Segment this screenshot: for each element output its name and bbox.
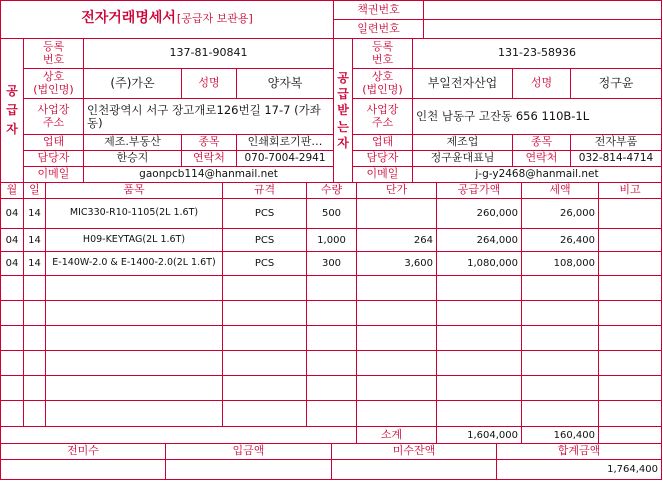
header-supply-amount: 공급가액: [457, 183, 501, 197]
label-line: 등록: [371, 40, 394, 54]
receiver-email-label: 이메일: [366, 167, 399, 181]
footer-deposit-label: 입금액: [232, 444, 265, 458]
label-line: 주소: [371, 115, 394, 129]
cell-tax: 108,000: [553, 258, 595, 269]
cell-supply-amount: 264,000: [476, 234, 518, 246]
label-line: (법인명): [362, 82, 403, 96]
cell-note: [599, 252, 661, 275]
cell-item: H09-KEYTAG(2L 1.6T): [82, 233, 186, 245]
receiver-tel-label: 연락처: [525, 151, 558, 165]
receiver-item: 전자부품: [594, 135, 638, 149]
supplier-address: 인천광역시 서구 장고개로126번길 17-7 (가좌동): [87, 102, 321, 130]
cell-spec: PCS: [254, 258, 275, 269]
cell-qty: 500: [321, 208, 342, 219]
book-no-label: 책권번호: [357, 2, 400, 16]
receiver-rep: 정구윤: [598, 75, 634, 90]
receiver-side-char: 공: [337, 71, 349, 86]
supplier-side-char: 공: [6, 83, 18, 98]
cell-supply-amount: 1,080,000: [467, 258, 518, 269]
label-line: 상호: [42, 70, 65, 84]
receiver-side-char: 받: [337, 103, 349, 118]
supplier-biz: 제조.부동산: [104, 135, 161, 149]
receiver-name-label: [353, 69, 412, 98]
footer-balance-label: 미수잔액: [392, 444, 436, 458]
receiver-tel: 032-814-4714: [578, 151, 654, 164]
cell-day: 14: [28, 234, 41, 246]
cell-month: 04: [5, 234, 19, 246]
serial-value: [424, 20, 661, 38]
footer-deposit: [166, 460, 331, 479]
receiver-biz-label: 업태: [371, 135, 394, 149]
cell-month: 04: [5, 208, 19, 219]
subtotal-label: 소계: [380, 427, 403, 441]
cell-unit-price: 3,600: [404, 258, 433, 269]
label-line: 번호: [42, 52, 65, 66]
cell-spec: PCS: [254, 234, 275, 246]
supplier-side-label: [1, 39, 23, 182]
supplier-name: (주)가온: [110, 75, 155, 90]
footer-balance: [332, 460, 496, 479]
receiver-rep-label: 성명: [530, 76, 553, 90]
receiver-item-label: 종목: [530, 135, 553, 149]
receiver-reg-no: 131-23-58936: [498, 46, 576, 60]
header-spec: 규격: [253, 183, 276, 197]
subtotal-tax: 160,400: [553, 429, 595, 441]
receiver-person: 정구윤대표님: [430, 151, 495, 165]
receiver-name: 부일전자산업: [427, 75, 498, 90]
title-main: 전자거래명세서: [81, 10, 176, 27]
receiver-reg-label: [353, 39, 412, 68]
label-line: 상호: [371, 70, 394, 84]
supplier-email-label: 이메일: [37, 167, 70, 181]
label-line: 주소: [42, 115, 65, 129]
cell-day: 14: [28, 258, 41, 269]
cell-tax: 26,400: [560, 234, 595, 246]
header-month: 월: [6, 183, 18, 197]
label-line: (법인명): [33, 82, 74, 96]
supplier-side-char: 자: [6, 122, 18, 137]
cell-month: 04: [5, 258, 19, 269]
cell-unit-price: [357, 199, 436, 228]
cell-note: [599, 229, 661, 251]
receiver-side-char: 는: [337, 119, 349, 134]
cell-supply-amount: 260,000: [476, 208, 518, 219]
header-tax: 세액: [549, 183, 571, 197]
header-item: 품목: [123, 183, 145, 197]
receiver-side-char: 자: [337, 135, 349, 150]
supplier-person: 한승지: [116, 151, 149, 165]
header-unit-price: 단가: [385, 183, 408, 197]
supplier-addr-label: [24, 99, 83, 134]
cell-qty: 300: [321, 258, 342, 269]
cell-item: MIC330-R10-1105(2L 1.6T): [69, 207, 199, 219]
receiver-address: 인천 남동구 고잔동 656 110B-1L: [416, 109, 590, 124]
serial-label: 일련번호: [357, 21, 400, 35]
header-note: 비고: [619, 183, 641, 197]
supplier-tel: 070-7004-2941: [244, 151, 326, 164]
label-line: 번호: [371, 52, 394, 66]
supplier-name-label: [24, 69, 83, 98]
title-sub: [공급자 보관용]: [176, 11, 253, 25]
supplier-side-char: 급: [6, 102, 18, 117]
cell-tax: 26,000: [560, 208, 595, 219]
cell-item: E-140W-2.0 & E-1400-2.0(2L 1.6T): [52, 257, 216, 269]
receiver-person-label: 담당자: [366, 151, 399, 165]
cell-day: 14: [28, 208, 41, 219]
footer-total: 1,764,400: [607, 464, 658, 475]
book-no-value: [424, 1, 661, 19]
footer-prev-balance: [1, 460, 165, 479]
receiver-addr-label: [353, 99, 412, 134]
footer-total-label: 합계금액: [557, 444, 601, 458]
label-line: 사업장: [366, 103, 399, 117]
document-title: [2, 2, 332, 36]
label-line: 사업장: [37, 103, 70, 117]
subtotal-supply: 1,604,000: [467, 429, 518, 441]
cell-spec: PCS: [254, 208, 275, 219]
label-line: 등록: [42, 40, 65, 54]
header-qty: 수량: [320, 183, 343, 197]
footer-prev-balance-label: 전미수: [67, 444, 99, 458]
receiver-side-label: [334, 39, 352, 182]
cell-qty: 1,000: [317, 234, 346, 246]
supplier-reg-label: [24, 39, 83, 68]
supplier-biz-label: 업태: [42, 135, 65, 149]
cell-note: [599, 199, 661, 228]
receiver-email: j-g-y2468@hanmail.net: [475, 167, 599, 180]
supplier-item: 인쇄회로기판…: [247, 135, 323, 149]
receiver-biz: 제조업: [446, 135, 479, 149]
cell-unit-price: 264: [413, 234, 433, 246]
supplier-item-label: 종목: [198, 135, 220, 149]
supplier-tel-label: 연락처: [193, 151, 225, 165]
supplier-reg-no: 137-81-90841: [169, 46, 248, 60]
receiver-side-char: 급: [337, 87, 349, 102]
supplier-person-label: 담당자: [37, 151, 70, 165]
supplier-rep-label: 성명: [198, 76, 220, 90]
header-day: 일: [29, 183, 40, 197]
supplier-email: gaonpcb114@hanmail.net: [139, 167, 278, 180]
supplier-rep: 양자복: [267, 75, 303, 90]
